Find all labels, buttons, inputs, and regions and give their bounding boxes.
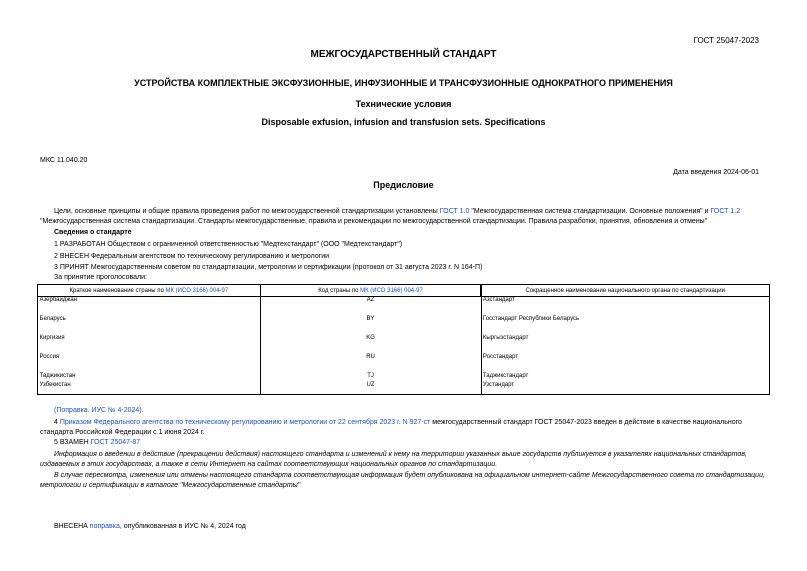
body-cell: Азстандарт	[482, 297, 515, 303]
gost-1-2-link[interactable]: ГОСТ 1.2	[710, 208, 741, 215]
item-5-text: 5 ВЗАМЕН	[54, 439, 91, 446]
amendment-footer	[54, 522, 246, 532]
table-row	[38, 297, 770, 317]
country-cell: Россия	[39, 354, 60, 360]
header-text: Краткое наименование страны по	[69, 287, 166, 294]
code-cell: AZ	[366, 297, 375, 303]
preface-text-c: "Межгосударственная система стандартизации. Стандарты межгосударственные, правила и рекомендации по межгосударственной стандартизации. Правила разработки, принятия, обновления и отмены"	[40, 218, 708, 225]
country-cell: Азербайджан	[39, 297, 78, 303]
code-cell: UZ	[366, 382, 375, 388]
column-header-country	[38, 285, 261, 297]
body-cell: Росстандарт	[482, 354, 519, 360]
table-row	[38, 373, 770, 382]
table-header-row	[38, 285, 770, 297]
item-number: 4	[54, 419, 60, 426]
table-divider	[481, 284, 482, 395]
column-header-code	[260, 285, 481, 297]
countries-table	[37, 284, 770, 391]
code-cell: TJ	[367, 373, 374, 379]
country-cell: Узбекистан	[39, 382, 71, 388]
table-row	[38, 354, 770, 373]
document-title: УСТРОЙСТВА КОМПЛЕКТНЫЕ ЭКСФУЗИОННЫЕ, ИНФУЗИОННЫЕ И ТРАНСФУЗИОННЫЕ ОДНОКРАТНОГО ПРИМЕНЕНИЯ	[134, 78, 673, 88]
document-code: ГОСТ 25047-2023	[693, 36, 759, 45]
preface-heading: Предисловие	[373, 180, 434, 190]
column-header-body: Сокращенное наименование национального органа по стандартизации	[481, 285, 770, 297]
standard-type-heading: МЕЖГОСУДАРСТВЕННЫЙ СТАНДАРТ	[310, 49, 497, 60]
amendment-note-link[interactable]: (Поправка. ИУС № 4-2024).	[54, 407, 144, 414]
order-link[interactable]: Приказом Федерального агентства по техническому регулированию и метрологии от 22 сентября 2023 г. N 927-ст	[59, 419, 431, 426]
preface-item-2: 2 ВНЕСЕН Федеральным агентством по техническому регулированию и метрологии	[54, 253, 330, 260]
code-cell: RU	[366, 354, 375, 360]
mk-iso-3166-link[interactable]: МК (ИСО 3166) 004-97	[360, 287, 423, 294]
country-cell: Киргизия	[39, 335, 65, 341]
mks-code: МКС 11.040.20	[40, 157, 88, 164]
body-cell: Узстандарт	[482, 382, 515, 388]
introduction-date: Дата введения 2024-06-01	[673, 169, 759, 176]
preface-item-1: 1 РАЗРАБОТАН Обществом с ограниченной ответственностью "Медтехстандарт" (ООО "Медтехстандарт")	[54, 241, 403, 248]
preface-item-3: 3 ПРИНЯТ Межгосударственным советом по стандартизации, метрологии и сертификации (протокол от 31 августа 2023 г. N 164-П)	[54, 264, 483, 271]
code-cell: BY	[366, 316, 375, 322]
preface-paragraph	[40, 207, 770, 227]
body-cell: Госстандарт Республики Беларусь	[482, 316, 580, 322]
footer-text-a: ВНЕСЕНА	[54, 523, 90, 530]
preface-item-4	[40, 418, 770, 438]
body-cell: Таджикстандарт	[482, 373, 529, 379]
header-text: Код страны по	[318, 287, 361, 294]
voted-label: За принятие проголосовали:	[54, 274, 147, 281]
table-divider	[260, 284, 261, 395]
body-cell: Кыргызстандарт	[482, 335, 529, 341]
document-subtitle: Технические условия	[355, 99, 452, 109]
document-title-english: Disposable exfusion, infusion and transfusion sets. Specifications	[261, 117, 546, 127]
code-cell: KG	[366, 335, 375, 341]
table-row	[38, 316, 770, 335]
table-row	[38, 382, 770, 391]
info-paragraph-1: Информация о введении в действие (прекращении действия) настоящего стандарта и изменений к нему на территории указанных выше государств публикуется в указателях национальных стандартов, издаваемых в этих государствах, а также в сети Интернет на сайтах соответствующих национальных органов по стандартизации.	[40, 451, 747, 468]
standard-info-heading: Сведения о стандарте	[54, 229, 132, 236]
preface-item-5	[54, 438, 140, 448]
gost-25047-87-link[interactable]: ГОСТ 25047-87	[90, 439, 141, 446]
table-row	[38, 335, 770, 354]
country-cell: Беларусь	[39, 316, 66, 322]
mk-iso-3166-link[interactable]: МК (ИСО 3166) 004-97	[165, 287, 229, 294]
preface-text-a: Цели, основные принципы и общие правила проведения работ по межгосударственной стандартизации установлены	[54, 208, 440, 215]
gost-1-0-link[interactable]: ГОСТ 1.0	[439, 208, 470, 215]
item-4-text: межгосударственный стандарт ГОСТ 25047-2023 введен в действие в качестве национального стандарта Российской Федерации с 1 июня 2024 г.	[40, 419, 742, 436]
footer-text-b: , опубликованная в ИУС № 4, 2024 год	[119, 523, 246, 530]
amendment-link[interactable]: поправка	[89, 523, 120, 530]
country-cell: Таджикистан	[39, 373, 76, 379]
info-paragraph-2: В случае пересмотра, изменения или отмены настоящего стандарта соответствующая информация будет опубликована на официальном интернет-сайте Межгосударственного совета по стандартизации, метрологии и сертификации в каталоге "Межгосударственные стандарты"	[40, 472, 765, 489]
preface-text-b: "Межгосударственная система стандартизации. Основные положения" и	[469, 208, 711, 215]
